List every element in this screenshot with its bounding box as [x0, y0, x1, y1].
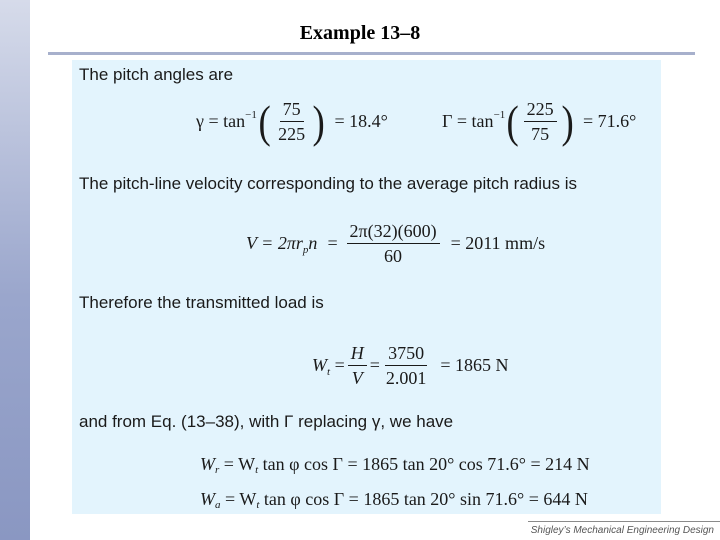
load-fraction-values [383, 342, 430, 389]
velocity-denominator: 60 [384, 246, 403, 266]
gamma-result: = 18.4° [334, 111, 388, 131]
load-lhs: W [312, 355, 327, 375]
big-gamma-numerator: 225 [524, 98, 557, 122]
wa-subscript: a [215, 499, 221, 511]
left-paren: ( [506, 95, 520, 147]
big-gamma-fraction [524, 98, 557, 145]
velocity-text: The pitch-line velocity corresponding to the average pitch radius is [79, 174, 577, 193]
big-gamma-equation [442, 95, 637, 147]
load-fraction-hv [348, 342, 367, 389]
gamma-denominator: 225 [278, 124, 306, 144]
wr-mid: = W [219, 453, 256, 474]
wr-equation [200, 452, 590, 476]
velocity-lhs: V = 2πr [246, 233, 303, 253]
gamma-inverse: −1 [245, 108, 257, 121]
right-paren: ) [312, 95, 325, 147]
right-paren: ) [561, 95, 574, 147]
load-frac1-denominator: V [351, 368, 363, 388]
gamma-fraction [275, 98, 308, 145]
load-frac1-numerator: H [348, 342, 367, 366]
velocity-subscript: p [302, 243, 309, 256]
footer-text: Shigley’s Mechanical Engineering Design [530, 525, 714, 536]
load-frac2-denominator: 2.001 [385, 368, 427, 388]
load-result: = 1865 N [440, 355, 509, 375]
big-gamma-denominator: 75 [531, 124, 550, 144]
title-underline [48, 52, 695, 55]
velocity-numerator: 2π(32)(600) [347, 220, 440, 244]
big-gamma-result: = 71.6° [582, 111, 637, 131]
load-equals-1: = [330, 355, 345, 375]
gamma-numerator: 75 [280, 98, 304, 122]
velocity-result: = 2011 mm/s [450, 233, 546, 253]
load-frac2-numerator: 3750 [385, 342, 427, 366]
content-panel [72, 60, 661, 514]
slide-title: Example 13–8 [299, 22, 421, 44]
wr-mid-subscript: t [255, 464, 259, 476]
gamma-equation [196, 95, 388, 147]
gamma-lhs: γ = tan [196, 111, 246, 131]
velocity-equation [246, 220, 545, 267]
from-eq-text: and from Eq. (13–38), with Γ replacing γ, we have [79, 412, 454, 431]
velocity-n: n = [308, 233, 339, 253]
wa-lhs: W [200, 488, 215, 509]
big-gamma-inverse: −1 [493, 108, 506, 121]
left-decorative-bar [0, 0, 30, 540]
wa-mid: = W [220, 488, 257, 509]
wr-rest: tan φ cos Γ = 1865 tan 20° cos 71.6° = 214 N [258, 453, 590, 474]
wa-mid-subscript: t [256, 499, 260, 511]
velocity-fraction [347, 220, 440, 267]
load-equation [312, 342, 509, 389]
load-equals-2: = [369, 355, 380, 375]
load-subscript: t [327, 365, 331, 378]
big-gamma-lhs: Γ = tan [442, 111, 494, 131]
wa-equation [200, 487, 588, 511]
pitch-angles-text: The pitch angles are [79, 65, 234, 84]
wr-subscript: r [215, 464, 220, 476]
wa-rest: tan φ cos Γ = 1865 tan 20° sin 71.6° = 644 N [259, 488, 588, 509]
footer-rule [528, 521, 720, 522]
load-text: Therefore the transmitted load is [79, 293, 324, 312]
left-paren: ( [258, 95, 271, 147]
wr-lhs: W [200, 453, 215, 474]
